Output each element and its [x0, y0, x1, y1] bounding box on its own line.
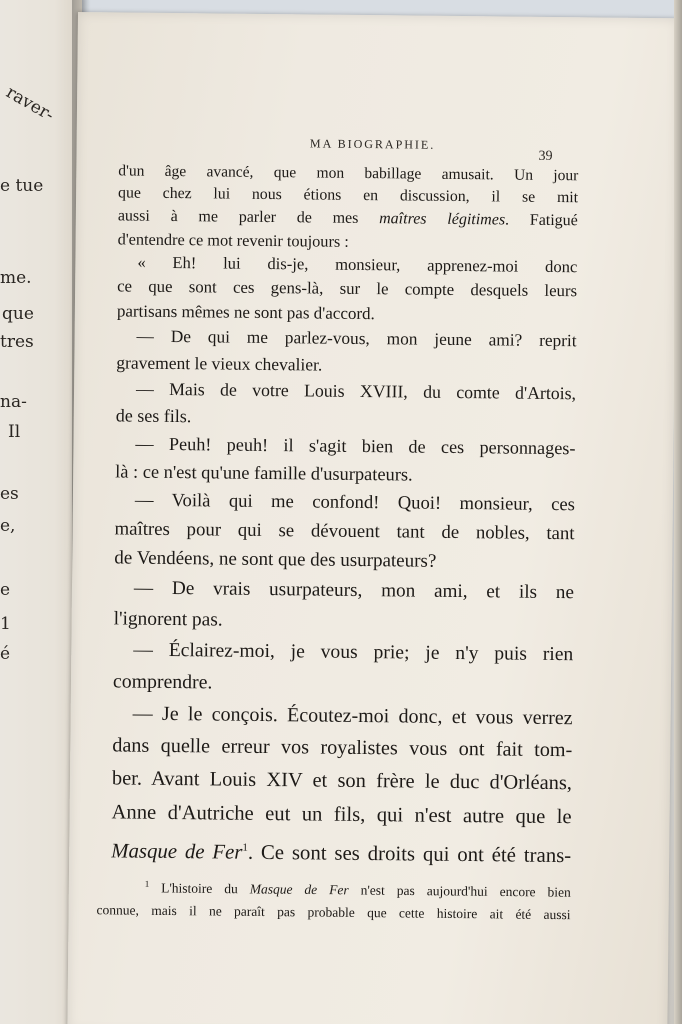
text-line: — De qui me parlez-vous, mon jeune ami? reprit	[136, 326, 577, 351]
text-line: ber. Avant Louis XIV et son frère le duc d'Orléans,	[111, 767, 573, 795]
book-page	[67, 12, 678, 1024]
text-line: dans quelle erreur vos royalistes vous ont fait tom-	[112, 734, 573, 762]
footnote-mark: 1	[144, 878, 150, 889]
left-fragment: me.	[0, 268, 32, 288]
text-line: maîtres pour qui se dévouent tant de nobles, tant	[114, 518, 575, 545]
left-fragment: Il	[8, 422, 21, 442]
text-line: que chez lui nous étions en discussion, il se mit	[118, 184, 579, 207]
left-fragment: 1	[0, 614, 11, 634]
text-line: — Mais de votre Louis XVIII, du comte d'Artois,	[135, 378, 577, 404]
text-line: ce que sont ces gens-là, sur le compte desquels leurs	[117, 276, 578, 301]
body-text	[111, 160, 578, 873]
left-fragment: é	[0, 644, 11, 664]
left-fragment: tres	[0, 332, 34, 352]
italic-phrase: maîtres légitimes	[379, 210, 506, 229]
text-line: gravement le vieux chevalier.	[116, 352, 323, 375]
footnote-line: connue, mais il ne paraît pas probable que cette histoire ait été aussi	[96, 901, 571, 922]
text-line: Anne d'Autriche eut un fils, qui n'est autre que le	[111, 801, 572, 829]
page-number: 39	[538, 148, 553, 164]
text-line: — De vrais usurpateurs, mon ami, et ils ne	[133, 577, 575, 604]
text-line: — Voilà qui me confond! Quoi! monsieur, ces	[134, 489, 575, 516]
running-head: MA BIOGRAPHIE.	[309, 136, 436, 152]
left-fragment: e tue	[0, 176, 44, 196]
text-fragment: Ce sont ses droits qui ont été trans-	[260, 840, 572, 868]
text-fragment: . Fatigué	[505, 211, 578, 230]
text-line: — Je le conçois. Écoutez-moi donc, et vous verrez	[132, 702, 573, 730]
page-stack-edge	[674, 0, 682, 1024]
text-fragment: aussi à me parler de mes	[117, 207, 380, 228]
text-line: de ses fils.	[115, 405, 192, 427]
left-fragment: e,	[0, 516, 16, 536]
text-line: « Eh! lui dis-je, monsieur, apprenez-moi donc	[137, 252, 578, 277]
text-line: d'un âge avancé, que mon babillage amusait. Un jour	[118, 162, 579, 185]
footnote-line	[97, 878, 571, 900]
text-line: Masque de Fer$^1$. Ce sont ses droits qui ont été trans-	[111, 839, 572, 868]
text-line: là : ce n'est qu'une famille d'usurpateurs.	[115, 461, 413, 485]
left-fragment: es	[0, 484, 19, 504]
left-fragment: que	[2, 304, 34, 324]
left-fragment: na-	[0, 392, 27, 412]
text-line: l'ignorent pas.	[113, 608, 223, 631]
italic-phrase: Masque de Fer	[249, 881, 349, 898]
left-fragment: raver-	[2, 82, 58, 126]
text-line: partisans mêmes ne sont pas d'accord.	[116, 301, 375, 324]
text-fragment: L'histoire du	[161, 880, 250, 897]
text-fragment: n'est pas aujourd'hui encore bien	[348, 882, 571, 900]
text-line: d'entendre ce mot revenir toujours :	[117, 229, 349, 251]
text-line: de Vendéens, ne sont que des usurpateurs?	[114, 547, 437, 572]
italic-phrase: Masque de Fer	[111, 839, 243, 864]
left-fragment: e	[0, 580, 11, 600]
text-line: — Peuh! peuh! il s'agit bien de ces personnages-	[135, 433, 576, 459]
text-line: comprendre.	[112, 670, 213, 694]
footnote	[97, 878, 571, 922]
footnote-reference: 1	[242, 841, 249, 854]
text-line: — Éclairez-moi, je vous prie; je n'y puis rien	[133, 639, 574, 666]
